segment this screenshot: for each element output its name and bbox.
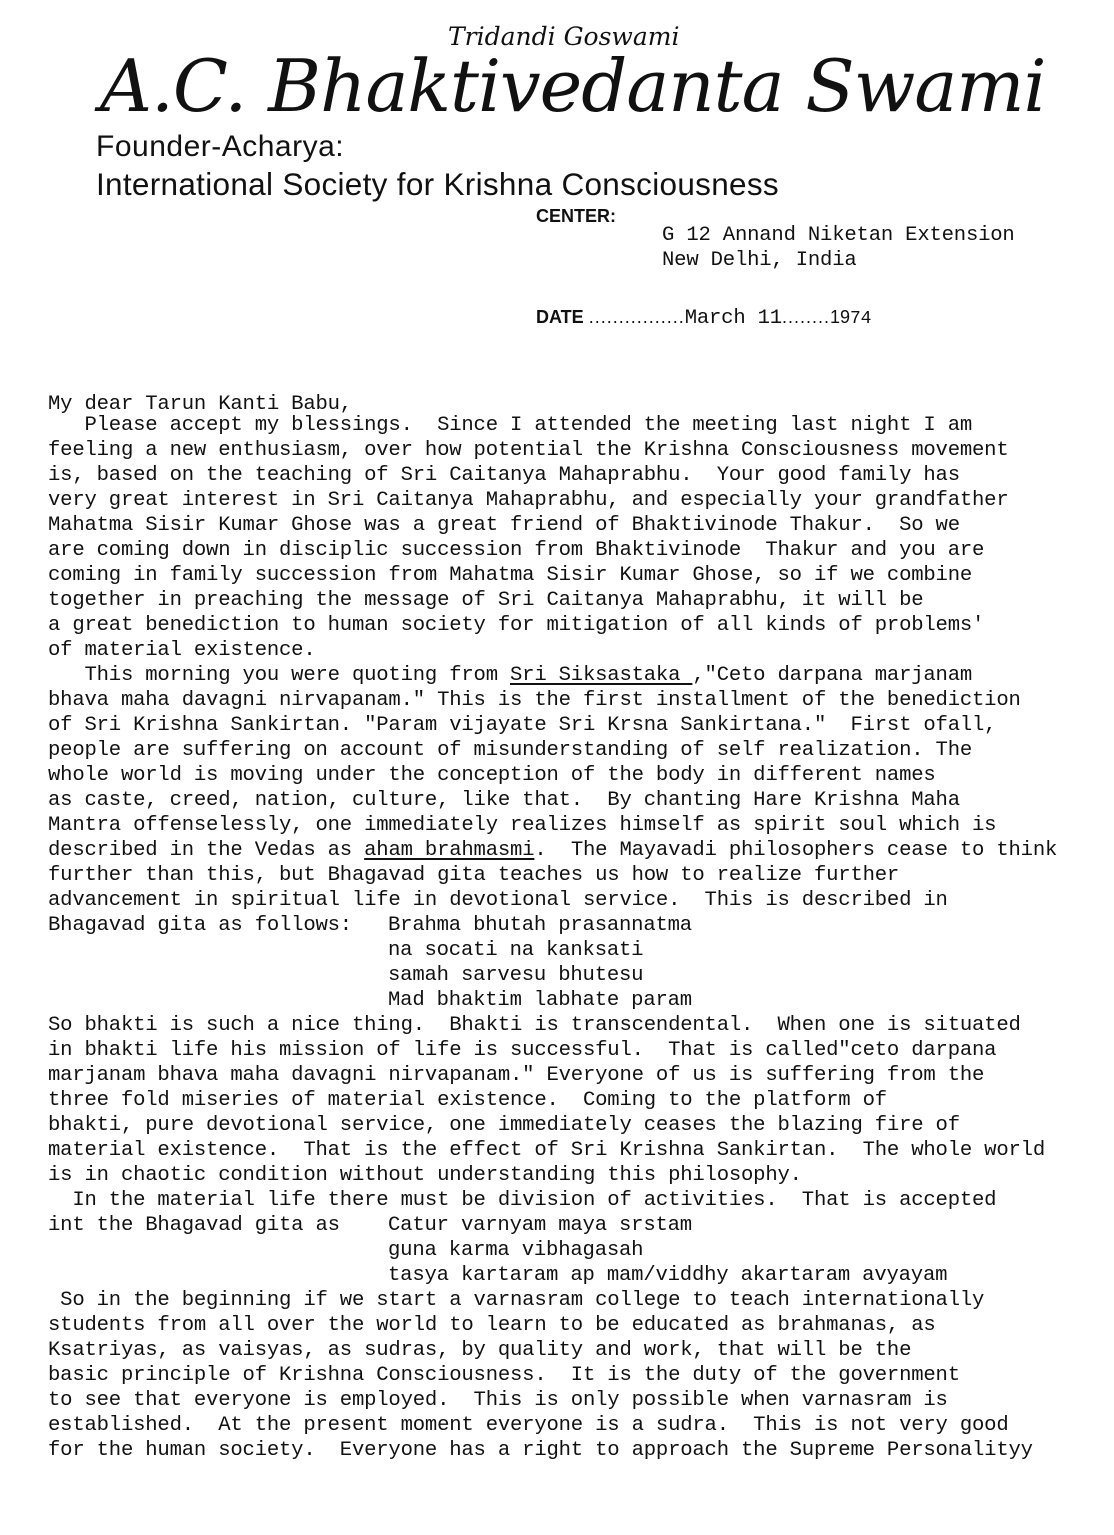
letterhead-name: A.C. Bhaktivedanta Swami [100,44,1046,128]
body-line: very great interest in Sri Caitanya Mahaprabhu, and especially your grandfather [48,489,1009,512]
verse-line: Catur varnyam maya srstam [388,1214,692,1237]
verse-line: Mad bhaktim labhate param [388,989,692,1012]
salutation: My dear Tarun Kanti Babu, [48,393,352,416]
body-line: established. At the present moment everyone is a sudra. This is not very good [48,1414,1009,1437]
body-line: So in the beginning if we start a varnasram college to teach internationally [48,1289,985,1312]
body-line: coming in family succession from Mahatma Sisir Kumar Ghose, so if we combine [48,564,973,587]
body-line: to see that everyone is employed. This is only possible when varnasram is [48,1389,948,1412]
address-line-2: New Delhi, India [662,249,857,272]
body-text: . The Mayavadi philosophers cease to think [534,839,1058,862]
body-line: Please accept my blessings. Since I attended the meeting last night I am [48,414,973,437]
society-name: International Society for Krishna Consciousness [96,166,779,202]
body-line: in bhakti life his mission of life is successful. That is called"ceto darpana [48,1039,997,1062]
body-line: bhakti, pure devotional service, one immediately ceases the blazing fire of [48,1114,960,1137]
body-line: In the material life there must be division of activities. That is accepted [48,1189,997,1212]
body-line: basic principle of Krishna Consciousness. It is the duty of the government [48,1364,960,1387]
body-line: further than this, but Bhagavad gita teaches us how to realize further [48,864,900,887]
body-line: is in chaotic condition without understanding this philosophy. [48,1164,802,1187]
body-text: ,"Ceto darpana marjanam [692,664,973,687]
body-line: people are suffering on account of misunderstanding of self realization. The [48,739,973,762]
address-line-1: G 12 Annand Niketan Extension [662,224,1015,247]
body-line: advancement in spiritual life in devotional service. This is described in [48,889,948,912]
underlined-term: aham brahmasmi [364,839,535,862]
body-line: of material existence. [48,639,316,662]
founder-line: Founder-Acharya: [96,130,345,163]
body-line: three fold miseries of material existence. Coming to the platform of [48,1089,887,1112]
date-value: March 11 [684,307,782,330]
body-line: together in preaching the message of Sri Caitanya Mahaprabhu, it will be [48,589,924,612]
body-line: is, based on the teaching of Sri Caitanya Mahaprabhu. Your good family has [48,464,960,487]
body-line [48,838,1057,863]
body-line: of Sri Krishna Sankirtan. "Param vijayate Sri Krsna Sankirtana." First ofall, [48,714,997,737]
verse-line: guna karma vibhagasah [388,1239,644,1262]
body-text: This morning you were quoting from [48,664,511,687]
body-line: are coming down in disciplic succession from Bhaktivinode Thakur and you are [48,539,985,562]
body-line: feeling a new enthusiasm, over how potential the Krishna Consciousness movement [48,439,1009,462]
body-line: Mantra offenselessly, one immediately realizes himself as spirit soul which is [48,814,997,837]
verse-lead: Bhagavad gita as follows: [48,914,352,937]
body-line: as caste, creed, nation, culture, like that. By chanting Hare Krishna Maha [48,789,960,812]
body-line: material existence. That is the effect of Sri Krishna Sankirtan. The whole world [48,1139,1045,1162]
date-dots: ................ [588,307,685,327]
verse-line: samah sarvesu bhutesu [388,964,644,987]
date-dots: ........ [781,307,830,327]
body-line: marjanam bhava maha davagni nirvapanam." Everyone of us is suffering from the [48,1064,985,1087]
body-line: for the human society. Everyone has a right to approach the Supreme Personalityy [48,1439,1033,1462]
verse-lead: int the Bhagavad gita as [48,1214,340,1237]
body-line: So bhakti is such a nice thing. Bhakti is transcendental. When one is situated [48,1014,1021,1037]
letterhead-prefix: Tridandi Goswami [448,22,680,51]
verse-line: na socati na kanksati [388,939,644,962]
center-label: CENTER: [536,206,616,226]
year-prefix: 19 [830,307,851,327]
body-line: Mahatma Sisir Kumar Ghose was a great friend of Bhaktivinode Thakur. So we [48,514,960,537]
underlined-title: Sri Siksastaka [510,664,693,687]
body-line: students from all over the world to learn to be educated as brahmanas, as [48,1314,936,1337]
verse-line: tasya kartaram ap mam/viddhy akartaram avyayam [388,1264,948,1287]
body-line: Ksatriyas, as vaisyas, as sudras, by quality and work, that will be the [48,1339,912,1362]
body-line: whole world is moving under the conception of the body in different names [48,764,936,787]
body-line: a great benediction to human society for mitigation of all kinds of problems' [48,614,985,637]
body-line [48,663,972,688]
year-suffix: 74 [850,309,872,329]
verse-line: Brahma bhutah prasannatma [388,914,692,937]
date-label: DATE [536,307,584,327]
body-line: bhava maha davagni nirvapanam." This is the first installment of the benediction [48,689,1021,712]
body-text: described in the Vedas as [48,839,365,862]
